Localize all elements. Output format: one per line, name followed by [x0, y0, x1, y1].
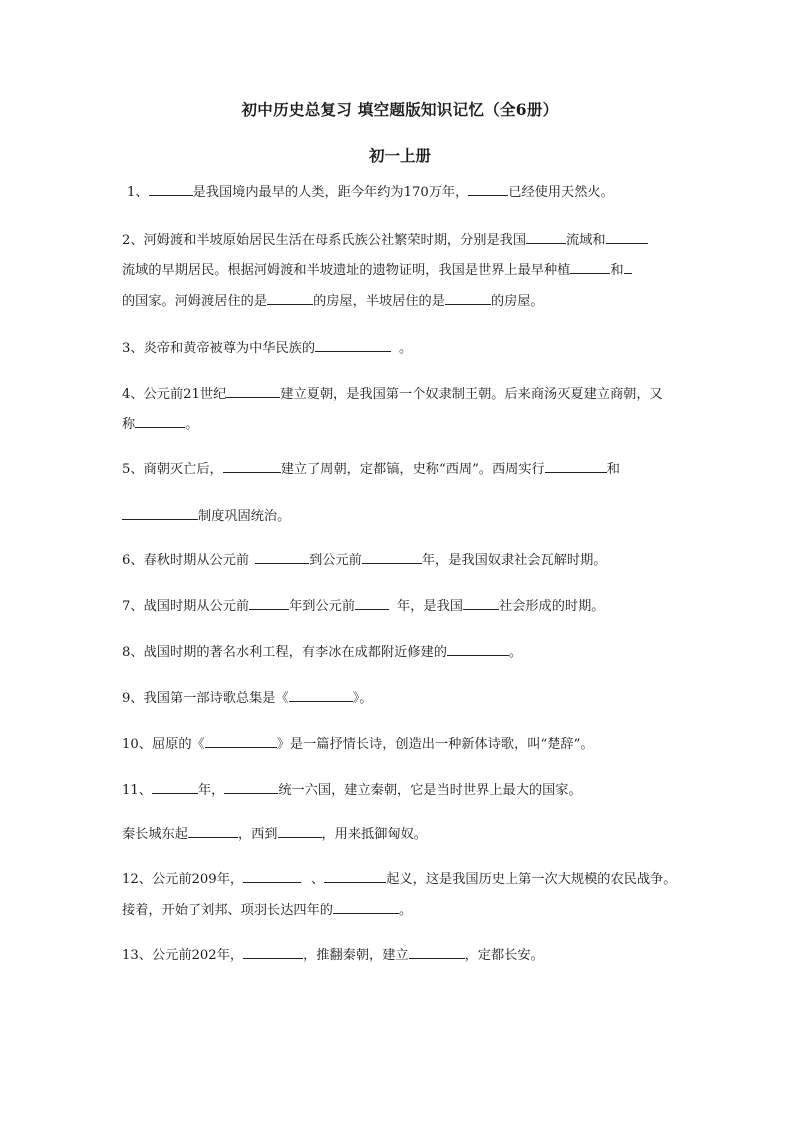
question-text: 流域的早期居民。根据河姆渡和半坡遗址的遗物证明，我国是世界上最早种植: [122, 263, 571, 278]
question-text: 4、公元前21世纪: [122, 387, 227, 402]
question-text: 。: [399, 903, 413, 918]
question-text: ，推翻秦朝，建立: [303, 948, 409, 963]
question-text: 8、战国时期的著名水利工程，有李冰在成都附近修建的: [122, 645, 447, 660]
question-9: [122, 687, 372, 709]
question-11-line-1: [122, 779, 582, 801]
fill-blank[interactable]: [243, 944, 303, 959]
question-text: 起义，这是我国历史上第一次大规模的农民战争。: [386, 872, 677, 887]
question-6: [122, 549, 606, 571]
question-text: 年，是我国奴隶社会瓦解时期。: [421, 553, 607, 568]
fill-blank[interactable]: [362, 549, 422, 564]
question-text: 年，: [197, 783, 225, 798]
fill-blank[interactable]: [606, 229, 648, 244]
question-text: 和: [606, 462, 620, 477]
fill-blank[interactable]: [445, 290, 491, 305]
question-text: 的国家。河姆渡居住的是: [122, 294, 268, 309]
question-text: ，定都长安。: [464, 948, 544, 963]
fill-blank[interactable]: [315, 337, 391, 352]
question-5-line-1: [122, 458, 620, 480]
fill-blank[interactable]: [226, 383, 280, 398]
question-text: 2、河姆渡和半坡原始居民生活在母系氏族公社繁荣时期，分别是我国: [122, 233, 527, 248]
question-text: 接着，开始了刘邦、项羽长达四年的: [122, 903, 333, 918]
fill-blank[interactable]: [205, 733, 277, 748]
question-text: 7、战国时期从公元前: [122, 599, 250, 614]
question-13: [122, 944, 544, 966]
fill-blank[interactable]: [333, 899, 399, 914]
question-text: 建立夏朝，是我国第一个奴隶制王朝。后来商汤灭夏建立商朝，又: [280, 387, 663, 402]
question-text: 和: [610, 263, 624, 278]
question-text: 3、炎帝和黄帝被尊为中华民族的: [122, 341, 316, 356]
question-text: 建立了周朝，定都镐，史称“西周”。西周实行: [280, 462, 545, 477]
question-8: [122, 641, 522, 663]
question-text: 》是一篇抒情长诗，创造出一种新体诗歌，叫“楚辞”。: [276, 737, 594, 752]
question-text: 秦长城东起: [122, 827, 188, 842]
question-11-line-2: [122, 823, 427, 845]
fill-blank[interactable]: [545, 458, 607, 473]
question-text: 社会形成的时期。: [498, 599, 605, 614]
question-text: 年，是我国: [397, 599, 463, 614]
fill-blank[interactable]: [447, 641, 509, 656]
fill-blank[interactable]: [289, 687, 353, 702]
fill-blank[interactable]: [355, 595, 389, 610]
question-2-line-3: [122, 290, 544, 312]
fill-blank[interactable]: [526, 229, 566, 244]
question-text: 。: [508, 645, 523, 660]
fill-blank[interactable]: [468, 181, 508, 196]
question-3: [122, 337, 412, 359]
fill-blank[interactable]: [255, 549, 309, 564]
fill-blank[interactable]: [188, 823, 238, 838]
question-text: 5、商朝灭亡后，: [122, 462, 223, 477]
question-text: 已经使用天然火。: [508, 185, 614, 200]
fill-blank[interactable]: [223, 458, 281, 473]
question-2-line-1: [122, 229, 648, 251]
question-text: 。: [399, 341, 413, 356]
question-1: [127, 181, 614, 203]
question-5-line-2: [122, 505, 290, 527]
question-10: [122, 733, 594, 755]
question-text: 制度巩固统治。: [198, 509, 291, 524]
question-text: 11、: [122, 783, 152, 798]
question-text: 9、我国第一部诗歌总集是《: [122, 691, 289, 706]
fill-blank[interactable]: [135, 413, 185, 428]
fill-blank[interactable]: [463, 595, 499, 610]
question-text: 13、公元前202年，: [122, 948, 244, 963]
question-text: 称: [122, 417, 136, 432]
question-text: 12、公元前209年，: [122, 872, 244, 887]
question-text: ，西到: [237, 827, 278, 842]
question-text: 是我国境内最早的人类，距今年约为170万年，: [192, 185, 469, 200]
question-text: 》。: [352, 691, 373, 706]
question-text: 、: [311, 872, 325, 887]
question-12-line-2: [122, 899, 412, 921]
fill-blank[interactable]: [624, 259, 632, 274]
question-text: 1、: [127, 185, 149, 200]
fill-blank[interactable]: [122, 505, 198, 520]
fill-blank[interactable]: [570, 259, 610, 274]
question-text: 的房屋。: [490, 294, 544, 309]
question-7: [122, 595, 604, 617]
question-4-line-2: [122, 413, 198, 435]
question-text: 的房屋，半坡居住的是: [313, 294, 445, 309]
question-4-line-1: [122, 383, 663, 405]
question-text: 流域和: [566, 233, 606, 248]
question-2-line-2: [122, 259, 632, 281]
section-heading: 初一上册: [368, 146, 431, 165]
question-text: 年到公元前: [289, 599, 356, 614]
fill-blank[interactable]: [224, 779, 278, 794]
fill-blank[interactable]: [278, 823, 322, 838]
question-12-line-1: [122, 868, 676, 890]
question-text: 6、春秋时期从公元前: [122, 553, 250, 568]
fill-blank[interactable]: [409, 944, 465, 959]
question-text: 统一六国，建立秦朝，它是当时世界上最大的国家。: [278, 783, 582, 798]
fill-blank[interactable]: [243, 868, 301, 883]
document-title: 初中历史总复习 填空题版知识记忆（全6册）: [241, 100, 559, 119]
question-text: 到公元前: [309, 553, 362, 568]
fill-blank[interactable]: [249, 595, 289, 610]
question-text: 10、屈原的《: [122, 737, 205, 752]
question-text: ，用来抵御匈奴。: [321, 827, 427, 842]
fill-blank[interactable]: [267, 290, 313, 305]
fill-blank[interactable]: [152, 779, 198, 794]
fill-blank[interactable]: [324, 868, 386, 883]
question-text: 。: [185, 417, 199, 432]
fill-blank[interactable]: [149, 181, 193, 196]
